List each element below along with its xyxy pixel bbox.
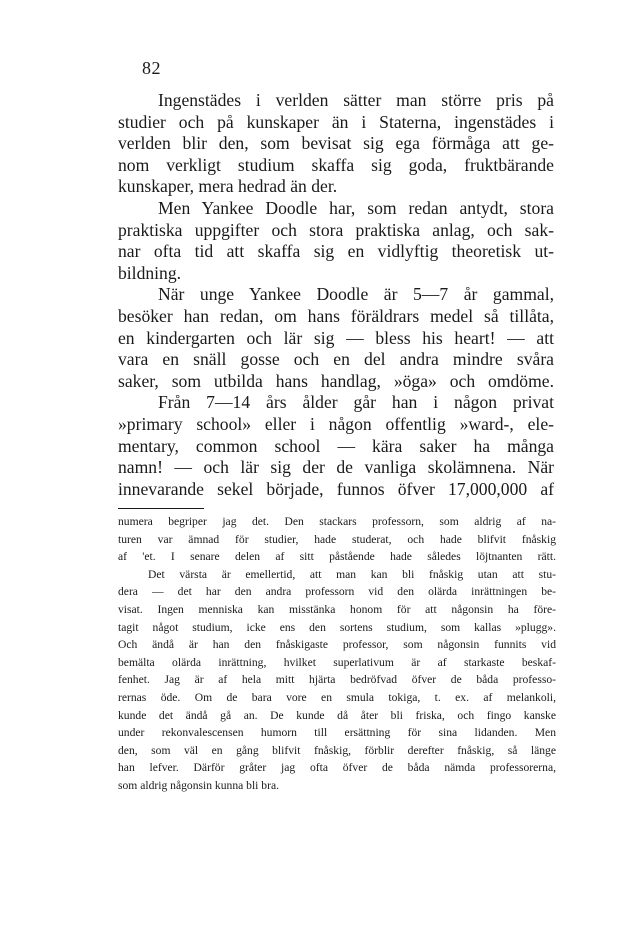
- text-line: Men Yankee Doodle har, som redan antydt, stora: [158, 197, 554, 218]
- main-text: [118, 90, 554, 500]
- text-line: en kindergarten och lär sig — bless his heart! — att: [118, 327, 554, 348]
- text-line: mentary, common school — kära saker ha många: [118, 435, 554, 456]
- footnote-line: under rekonvalescensen humorn till ersättning för sina lidanden. Men: [118, 726, 556, 740]
- footnote-line: rernas öde. Om de bara vore en smula tokiga, t. ex. af melankoli,: [118, 690, 556, 704]
- footnote: [118, 513, 556, 795]
- text-line: nar ofta tid att skaffa sig en vidlyftig theoretisk ut-: [118, 241, 554, 262]
- text-line: studier och på kunskaper än i Staterna, ingenstädes i: [118, 111, 554, 132]
- text-line: verlden blir den, som bevisat sig ega förmåga att ge-: [118, 133, 554, 154]
- footnote-line: den, som väl en gång blifvit fnåskig, förblir derefter fnåskig, så länge: [118, 743, 556, 757]
- text-line: Från 7—14 års ålder går han i någon privat: [158, 392, 554, 413]
- footnote-line: tagit något studium, icke ens den sortens studium, som kallas »plugg».: [118, 620, 556, 634]
- footnote-line: Och ändå är han den fnåskigaste professor, som någonsin funnits vid: [118, 638, 556, 652]
- footnote-line: bemälta olärda inrättning, hvilket superlativum är af starkaste beskaf-: [118, 655, 556, 669]
- footnote-rule: [118, 508, 204, 509]
- footnote-line: som aldrig någonsin kunna bli bra.: [118, 778, 279, 792]
- text-line: namn! — och lär sig der de vanliga skolämnena. När: [118, 457, 554, 478]
- footnote-line: kunde det ändå gå an. De kunde då åter bli friska, och fingo kanske: [118, 708, 556, 722]
- text-line: praktiska uppgifter och stora praktiska anlag, och sak-: [118, 219, 554, 240]
- text-line: nom verkligt studium skaffa sig goda, fruktbärande: [118, 154, 554, 175]
- footnote-line: han lefver. Därför gråter jag ofta öfver de båda nämda professorerna,: [118, 761, 556, 775]
- footnote-line: visat. Ingen menniska kan misstänka honom för att någonsin ha före-: [118, 602, 556, 616]
- footnote-line: Det värsta är emellertid, att man kan bli fnåskig utan att stu-: [148, 567, 556, 581]
- footnote-line: fenhet. Jag är af hela mitt hjärta bedröfvad öfver de båda professo-: [118, 673, 556, 687]
- text-line: »primary school» eller i någon offentlig »ward-, ele-: [118, 413, 554, 434]
- text-line: besöker han redan, om hans föräldrars medel så tillåta,: [118, 305, 554, 326]
- text-line: vara en snäll gosse och en del andra mindre svåra: [118, 349, 554, 370]
- text-line: bildning.: [118, 262, 182, 283]
- text-line: innevarande sekel började, funnos öfver 17,000,000 af: [118, 478, 554, 499]
- text-line: När unge Yankee Doodle är 5—7 år gammal,: [158, 284, 554, 305]
- page-number: 82: [142, 58, 161, 78]
- text-line: Ingenstädes i verlden sätter man större pris på: [158, 90, 554, 110]
- text-line: kunskaper, mera hedrad än der.: [118, 176, 338, 197]
- footnote-line: turen var ämnad för studier, hade studerat, och hade blifvit fnåskig: [118, 532, 556, 546]
- footnote-line: numera begriper jag det. Den stackars professorn, som aldrig af na-: [118, 515, 556, 528]
- footnote-line: af 'et. I senare delen af sitt påstående hade således löjtnanten rätt.: [118, 550, 556, 564]
- footnote-line: dera — det har den andra professorn vid den olärda inrättningen be-: [118, 585, 556, 599]
- text-line: saker, som utbilda hans handlag, »öga» och omdöme.: [118, 370, 554, 391]
